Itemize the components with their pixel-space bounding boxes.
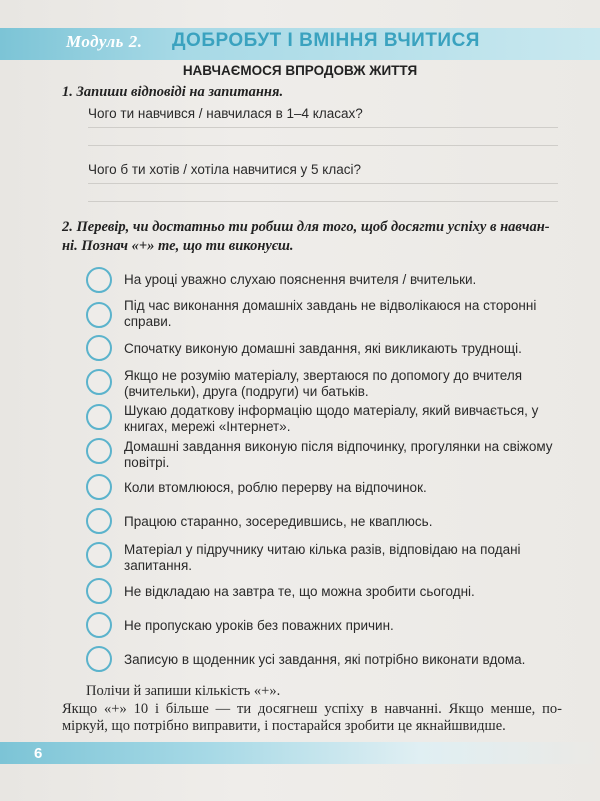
checklist-item-label: Спочатку виконую домашні завдання, які викликають труднощі. <box>124 341 522 356</box>
checklist-item-label: Шукаю додаткову інформацію щодо матеріалу, який вивчається, у книгах, мережі «Інтернет». <box>124 403 539 434</box>
checkbox-circle[interactable] <box>86 369 112 395</box>
checklist-item <box>86 438 566 470</box>
checkbox-circle[interactable] <box>86 508 112 534</box>
page-subtitle: НАВЧАЄМОСЯ ВПРОДОВЖ ЖИТТЯ <box>182 63 418 78</box>
checklist-item <box>86 404 566 432</box>
checklist-item-label: На уроці уважно слухаю пояснення вчителя / вчительки. <box>124 272 477 287</box>
footer-band <box>0 742 600 764</box>
checklist-item-label: Матеріал у підручнику читаю кілька разів, відповідаю на подані запитання. <box>124 542 521 573</box>
answer-line[interactable] <box>88 127 558 128</box>
checkbox-circle[interactable] <box>86 267 112 293</box>
checkbox-circle[interactable] <box>86 542 112 568</box>
module-label: Модуль 2. <box>66 32 143 51</box>
checklist-item-label: Записую в щоденник усі завдання, які потрібно виконати вдома. <box>124 652 526 667</box>
task1-question-2: Чого б ти хотів / хотіла навчитися у 5 класі? <box>88 162 361 177</box>
checklist-item <box>86 612 566 640</box>
task2-heading <box>62 218 582 256</box>
checkbox-circle[interactable] <box>86 302 112 328</box>
checklist-item-label: Домашні завдання виконую після відпочинку, прогулянки на свіжому повітрі. <box>124 439 553 470</box>
checklist-item <box>86 646 566 674</box>
answer-line[interactable] <box>88 183 558 184</box>
checklist-item <box>86 508 566 536</box>
checkbox-circle[interactable] <box>86 404 112 430</box>
result-interpretation: Якщо «+» 10 і більше — ти досягнеш успіху в навчанні. Якщо менше, по-міркуй, що потрібно виправити, і постарайся зробити це якнайшвидше. <box>62 701 562 734</box>
checklist-item <box>86 542 566 573</box>
checkbox-circle[interactable] <box>86 646 112 672</box>
answer-line[interactable] <box>88 201 558 202</box>
checklist-item <box>86 267 566 295</box>
task2-heading-line2: ні. Познач «+» те, що ти виконуєш. <box>62 238 294 254</box>
checklist-item-label: Коли втомлююся, роблю перерву на відпочинок. <box>124 480 427 495</box>
checklist-item <box>86 298 566 329</box>
page-number: 6 <box>34 745 43 762</box>
checklist-item <box>86 474 566 502</box>
checklist-item <box>86 335 566 363</box>
checkbox-circle[interactable] <box>86 474 112 500</box>
checkbox-circle[interactable] <box>86 335 112 361</box>
checklist-item-label: Не відкладаю на завтра те, що можна зробити сьогодні. <box>124 584 475 599</box>
task1-heading: 1. Запиши відповіді на запитання. <box>62 84 284 100</box>
checklist-item-label: Не пропускаю уроків без поважних причин. <box>124 618 394 633</box>
checklist-item-label: Працюю старанно, зосередившись, не кваплюсь. <box>124 514 433 529</box>
section-title: ДОБРОБУТ І ВМІННЯ ВЧИТИСЯ <box>172 30 480 51</box>
checklist-item-label: Під час виконання домашніх завдань не відволікаюся на сторонні справи. <box>124 298 537 329</box>
task1-question-1: Чого ти навчився / навчилася в 1–4 класах? <box>88 106 363 121</box>
checklist-item <box>86 369 566 397</box>
task2-heading-line1: 2. Перевір, чи достатньо ти робиш для того, щоб досягти успіху в навчан- <box>62 219 550 235</box>
checklist-item <box>86 578 566 606</box>
checkbox-circle[interactable] <box>86 612 112 638</box>
checkbox-circle[interactable] <box>86 438 112 464</box>
answer-line[interactable] <box>88 145 558 146</box>
checkbox-circle[interactable] <box>86 578 112 604</box>
checklist-item-label: Якщо не розумію матеріалу, звертаюся по допомогу до вчителя (вчительки), друга (подруги) чи батьків. <box>124 368 523 399</box>
count-instruction: Полічи й запиши кількість «+». <box>86 683 281 699</box>
